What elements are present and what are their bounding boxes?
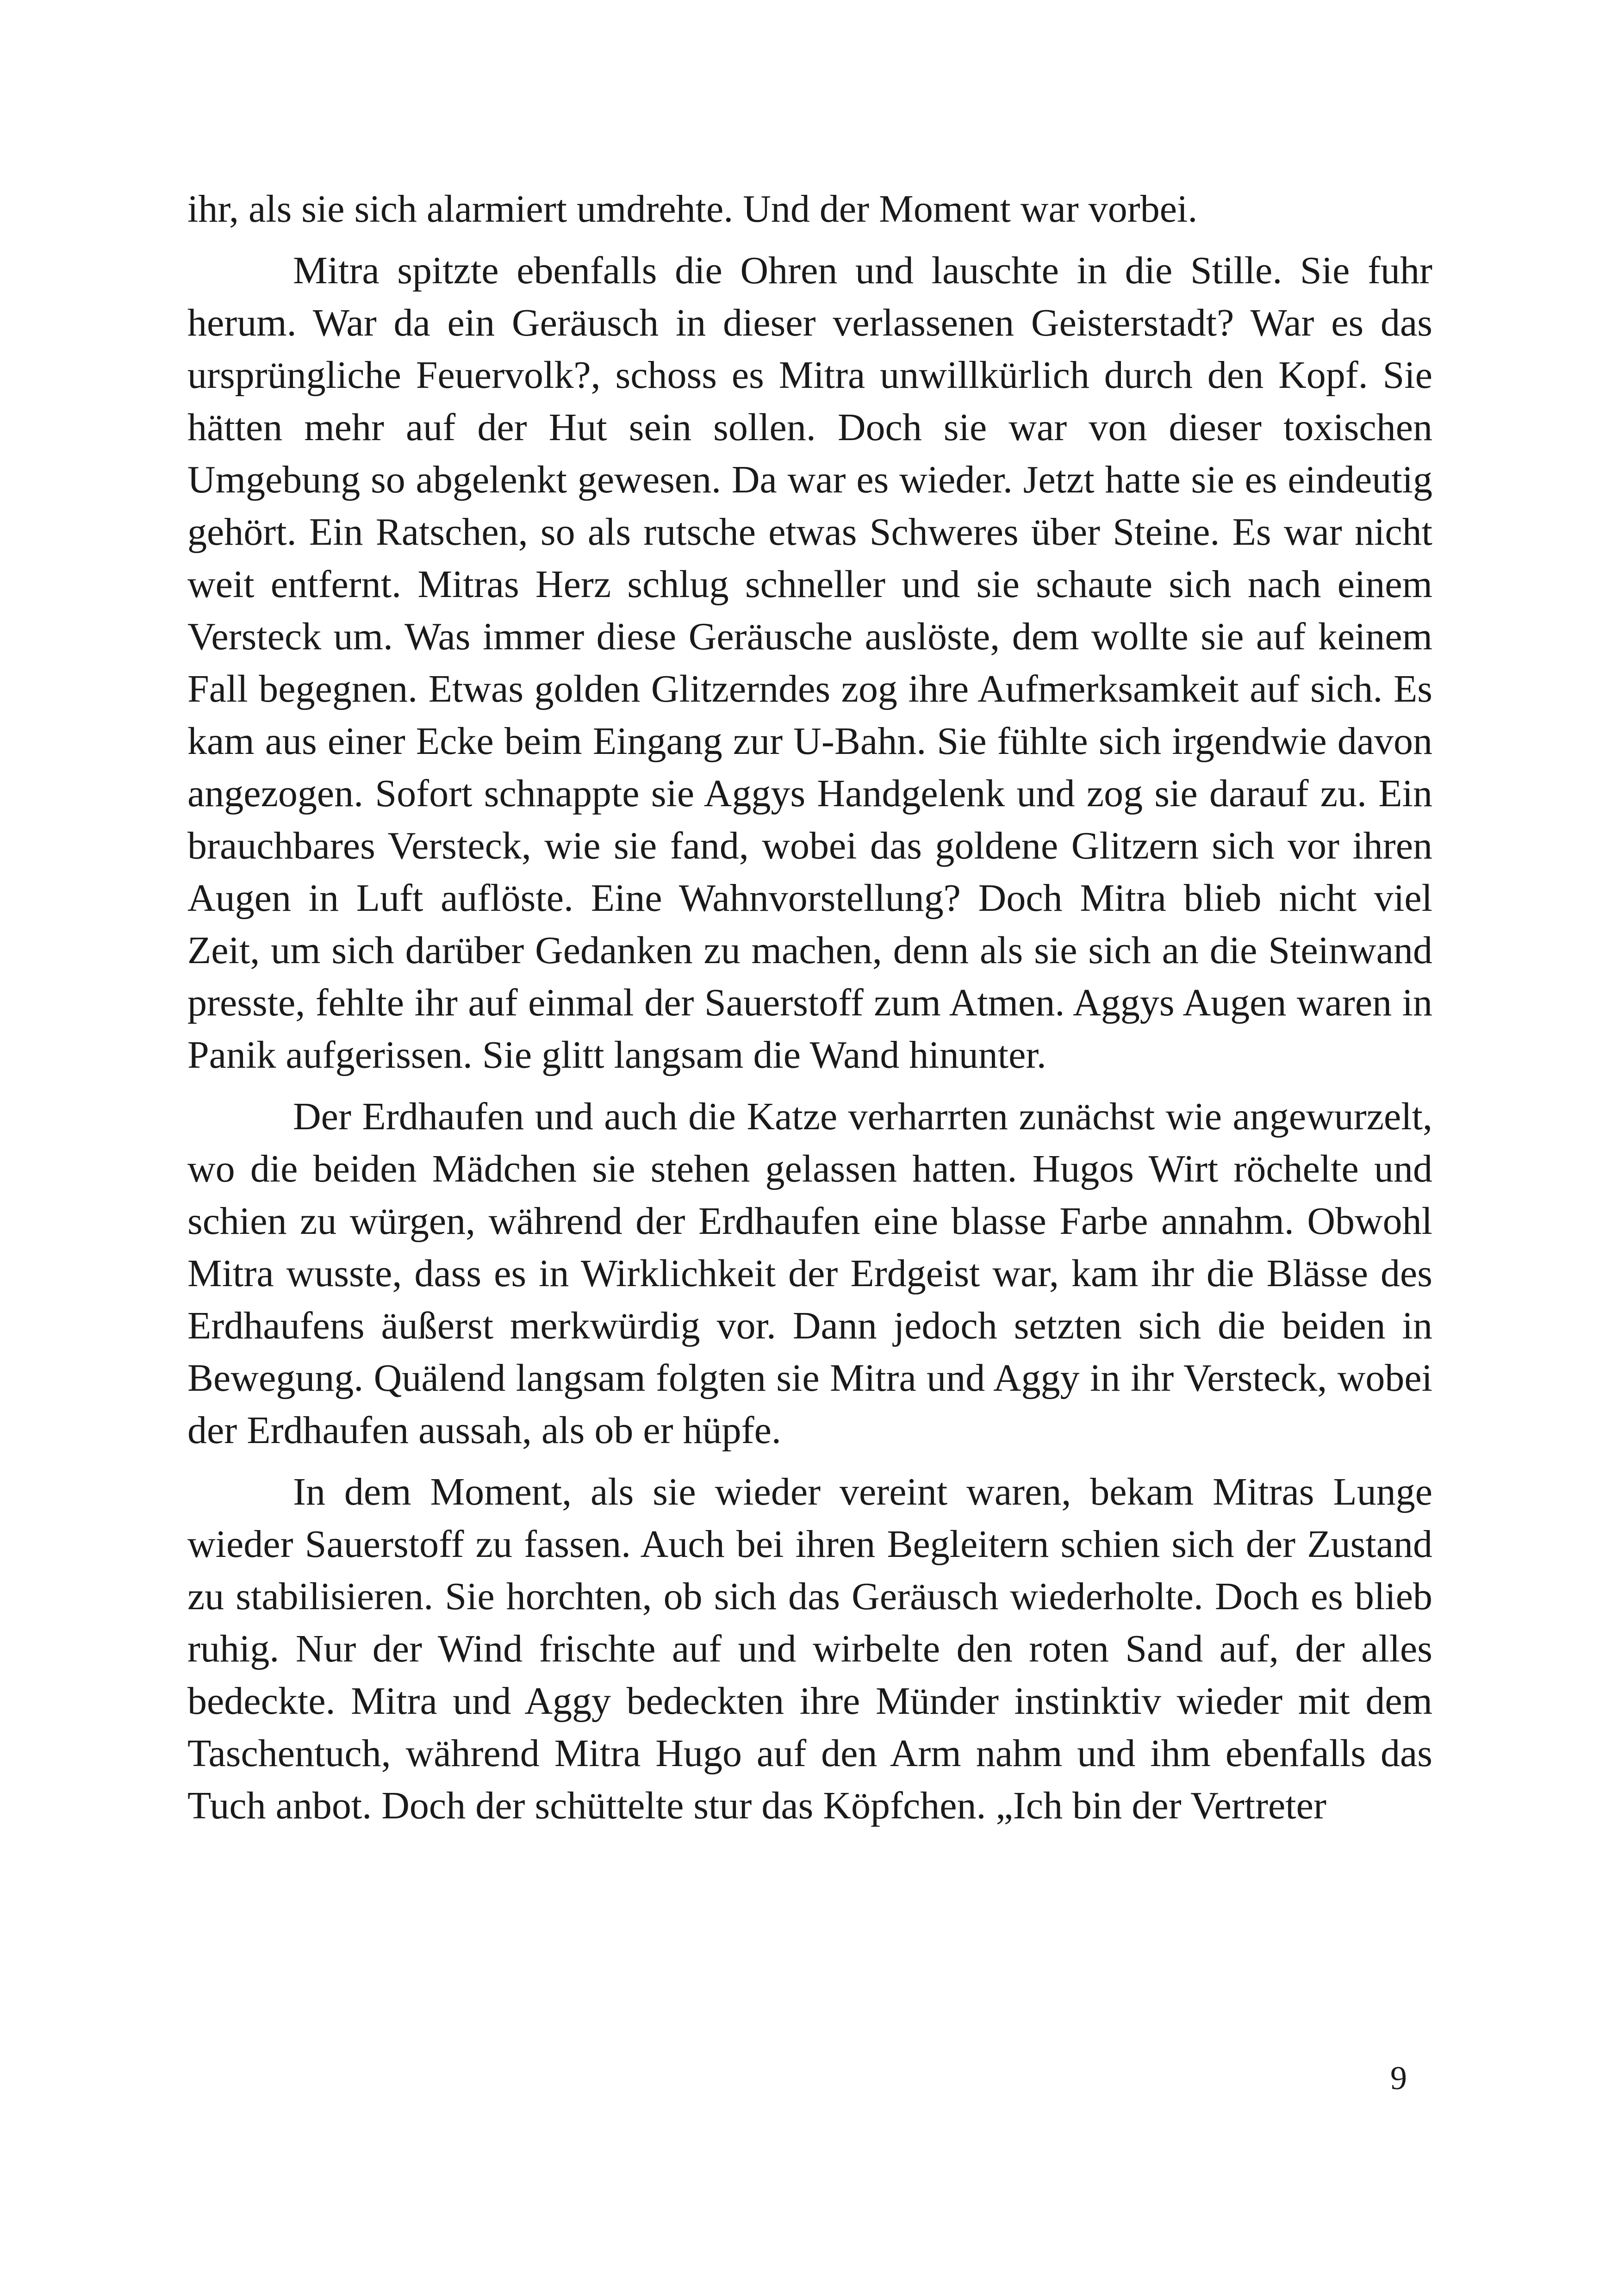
page-number: 9: [1390, 2060, 1407, 2097]
paragraph-continuation: ihr, als sie sich alarmiert umdrehte. Und der Moment war vorbei.: [187, 187, 1198, 230]
paragraph: Der Erdhaufen und auch die Katze verharrten zunächst wie angewurzelt, wo die beiden Mädchen sie stehen gelassen hatten. Hugos Wirt röchelte und schien zu würgen, während der Erdhaufen eine blasse Farbe annahm. Obwohl Mitra wusste, dass es in Wirklichkeit der Erdgeist war, kam ihr die Blässe des Erdhaufens äußerst merkwürdig vor. Dann jedoch setzten sich die beiden in Bewegung. Quälend langsam folgten sie Mitra und Aggy in ihr Versteck, wobei der Erdhaufen aussah, als ob er hüpfe.: [187, 1095, 1432, 1452]
paragraph: In dem Moment, als sie wieder vereint waren, bekam Mitras Lunge wieder Sauerstoff zu fassen. Auch bei ihren Begleitern schien sich der Zustand zu stabilisieren. Sie horchten, ob sich das Geräusch wiederholte. Doch es blieb ruhig. Nur der Wind frischte auf und wirbelte den roten Sand auf, der alles bedeckte. Mitra und Aggy bedeckten ihre Münder instinktiv wieder mit dem Taschentuch, während Mitra Hugo auf den Arm nahm und ihm ebenfalls das Tuch anbot. Doch der schüttelte stur das Köpfchen. „Ich bin der Vertreter: [187, 1470, 1432, 1827]
paragraph: Mitra spitzte ebenfalls die Ohren und lauschte in die Stille. Sie fuhr herum. War da ein Geräusch in dieser verlassenen Geisterstadt? War es das ursprüngliche Feuervolk?, schoss es Mitra unwillkürlich durch den Kopf. Sie hätten mehr auf der Hut sein sollen. Doch sie war von dieser toxischen Umgebung so abgelenkt gewesen. Da war es wieder. Jetzt hatte sie es eindeutig gehört. Ein Ratschen, so als rutsche etwas Schweres über Steine. Es war nicht weit entfernt. Mitras Herz schlug schneller und sie schaute sich nach einem Versteck um. Was immer diese Geräusche auslöste, dem wollte sie auf keinem Fall begegnen. Etwas golden Glitzerndes zog ihre Aufmerksamkeit auf sich. Es kam aus einer Ecke beim Eingang zur U-Bahn. Sie fühlte sich irgendwie davon angezogen. Sofort schnappte sie Aggys Handgelenk und zog sie darauf zu. Ein brauchbares Versteck, wie sie fand, wobei das goldene Glitzern sich vor ihren Augen in Luft auflöste. Eine Wahnvorstellung? Doch Mitra blieb nicht viel Zeit, um sich darüber Gedanken zu machen, denn als sie sich an die Steinwand presste, fehlte ihr auf einmal der Sauerstoff zum Atmen. Aggys Augen waren in Panik aufgerissen. Sie glitt langsam die Wand hinunter.: [187, 249, 1432, 1076]
body-text: [187, 183, 1432, 1832]
